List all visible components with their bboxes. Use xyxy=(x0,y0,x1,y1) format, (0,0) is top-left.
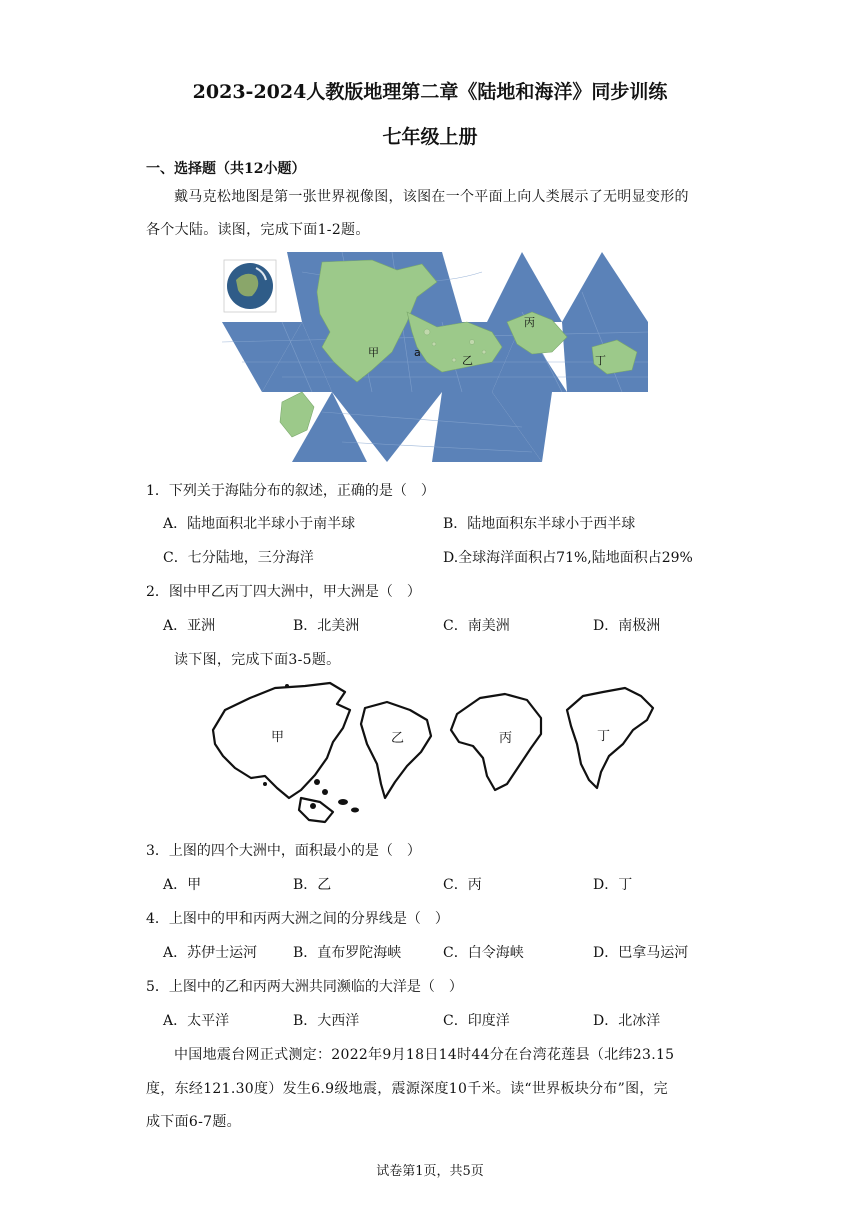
question-5: 5．上图中的乙和丙两大洲共同濒临的大洋是（ ） xyxy=(146,979,463,995)
globe-thumbnail xyxy=(224,260,276,312)
continent-outlines xyxy=(205,680,665,830)
q2-option-b: B．北美洲 xyxy=(293,618,360,634)
q2-option-d: D．南极洲 xyxy=(593,618,661,634)
intro1-line2: 各个大陆。读图，完成下面1-2题。 xyxy=(146,222,370,238)
intro2: 读下图，完成下面3-5题。 xyxy=(174,652,341,668)
q5-option-b: B．大西洋 xyxy=(293,1013,360,1029)
intro3-line2: 度，东经121.30度）发生6.9级地震，震源深度10千米。读“世界板块分布”图，完 xyxy=(146,1081,668,1097)
q5-option-a: A．太平洋 xyxy=(163,1013,230,1029)
page-title: 2023-2024人教版地理第二章《陆地和海洋》同步训练 xyxy=(192,81,668,103)
map1-label-a: a xyxy=(414,346,421,359)
q4-option-a: A．苏伊士运河 xyxy=(163,945,258,961)
outline-bing xyxy=(451,694,541,790)
q3-option-c: C．丙 xyxy=(443,877,482,893)
map1-label-ding: 丁 xyxy=(595,354,606,367)
q2-option-c: C．南美洲 xyxy=(443,618,510,634)
page-footer: 试卷第1页，共5页 xyxy=(376,1164,484,1179)
map2-label-ding: 丁 xyxy=(597,729,611,744)
intro1-line1: 戴马克松地图是第一张世界视像图，该图在一个平面上向人类展示了无明显变形的 xyxy=(174,189,689,205)
q4-option-b: B．直布罗陀海峡 xyxy=(293,945,402,961)
question-1: 1．下列关于海陆分布的叙述，正确的是（ ） xyxy=(146,483,435,499)
dymaxion-map xyxy=(222,252,648,462)
q4-option-c: C．白令海峡 xyxy=(443,945,524,961)
section-heading: 一、选择题（共12小题） xyxy=(146,161,306,177)
q1-option-c: C．七分陆地，三分海洋 xyxy=(163,550,314,566)
q3-option-d: D．丁 xyxy=(593,877,633,893)
q5-option-d: D．北冰洋 xyxy=(593,1013,661,1029)
intro3-line1: 中国地震台网正式测定：2022年9月18日14时44分在台湾花莲县（北纬23.15 xyxy=(174,1047,675,1063)
map1-label-bing: 丙 xyxy=(524,316,535,329)
map2-label-jia: 甲 xyxy=(271,730,285,745)
page-subtitle: 七年级上册 xyxy=(382,126,478,148)
q1-option-a: A．陆地面积北半球小于南半球 xyxy=(163,516,356,532)
question-3: 3．上图的四个大洲中，面积最小的是（ ） xyxy=(146,843,421,859)
question-4: 4．上图中的甲和丙两大洲之间的分界线是（ ） xyxy=(146,911,449,927)
q2-option-a: A．亚洲 xyxy=(163,618,216,634)
outline-jia-south xyxy=(299,798,333,822)
outline-yi xyxy=(361,702,431,798)
q3-option-b: B．乙 xyxy=(293,877,332,893)
q1-option-d: D.全球海洋面积占71%,陆地面积占29% xyxy=(443,550,693,566)
q4-option-d: D．巴拿马运河 xyxy=(593,945,689,961)
q5-option-c: C．印度洋 xyxy=(443,1013,510,1029)
map2-label-yi: 乙 xyxy=(391,731,405,746)
q1-option-b: B．陆地面积东半球小于西半球 xyxy=(443,516,636,532)
map1-label-yi: 乙 xyxy=(462,354,473,367)
map2-label-bing: 丙 xyxy=(499,731,513,746)
q3-option-a: A．甲 xyxy=(163,877,202,893)
question-2: 2．图中甲乙丙丁四大洲中，甲大洲是（ ） xyxy=(146,584,421,600)
map1-label-jia: 甲 xyxy=(368,346,379,359)
intro3-line3: 成下面6-7题。 xyxy=(146,1114,241,1130)
